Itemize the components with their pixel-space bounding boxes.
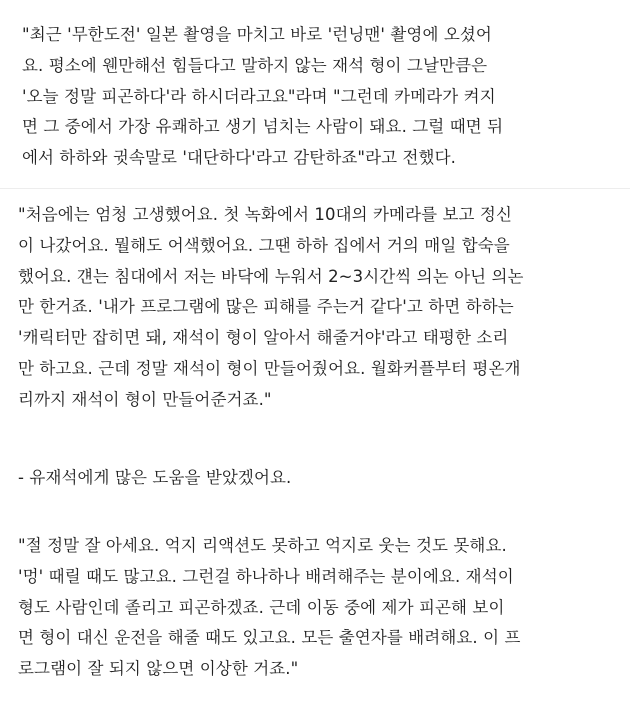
interview-question [18, 463, 291, 494]
text-line: 로그램이 잘 되지 않으면 이상한 거죠." [18, 659, 299, 679]
quote-paragraph-2 [18, 200, 524, 416]
quote-paragraph-1 [22, 20, 503, 174]
text-line: 리까지 재석이 형이 만들어준거죠." [18, 389, 272, 409]
section-divider [0, 188, 630, 189]
question-text: - 유재석에게 많은 도움을 받았겠어요. [18, 468, 292, 487]
text-line: "최근 '무한도전' 일본 촬영을 마치고 바로 '런닝맨' 촬영에 오셨어 [22, 25, 492, 44]
text-line: '멍' 때릴 때도 많고요. 그런걸 하나하나 배려해주는 분이에요. 재석이 [18, 566, 514, 586]
text-line: 이 나갔어요. 뭘해도 어색했어요. 그땐 하하 집에서 거의 매일 합숙을 [18, 235, 510, 255]
text-line: "절 정말 잘 아세요. 억지 리액션도 못하고 억지로 웃는 것도 못해요. [18, 536, 507, 555]
text-line: 면 그 중에서 가장 유쾌하고 생기 넘치는 사람이 돼요. 그럴 때면 뒤 [22, 117, 504, 137]
text-line: 했어요. 걘는 침대에서 저는 바닥에 누워서 2~3시간씩 의논 아닌 의논 [18, 266, 524, 286]
text-line: 요. 평소에 웬만해선 힘들다고 말하지 않는 재석 형이 그날만큼은 [22, 55, 488, 75]
text-line: 만 하고요. 근데 정말 재석이 형이 만들어줬어요. 월화커플부터 평온개 [18, 358, 521, 378]
text-line: 면 형이 대신 운전을 해줄 때도 있고요. 모든 출연자를 배려해요. 이 프 [18, 628, 521, 648]
text-line: 만 한거죠. '내가 프로그램에 많은 피해를 주는거 같다'고 하면 하하는 [18, 297, 514, 317]
text-line: '캐릭터만 잡히면 돼, 재석이 형이 알아서 해줄거야'라고 태평한 소리 [18, 328, 509, 348]
quote-paragraph-3 [18, 531, 521, 685]
text-line: "처음에는 엄청 고생했어요. 첫 녹화에서 10대의 카메라를 보고 정신 [18, 205, 513, 224]
text-line: '오늘 정말 피곤하다'라 하시더라고요"라며 "그런데 카메라가 켜지 [22, 86, 496, 106]
text-line: 에서 하하와 귓속말로 '대단하다'라고 감탄하죠"라고 전했다. [22, 148, 456, 168]
text-line: 형도 사람인데 졸리고 피곤하겠죠. 근데 이동 중에 제가 피곤해 보이 [18, 597, 505, 617]
